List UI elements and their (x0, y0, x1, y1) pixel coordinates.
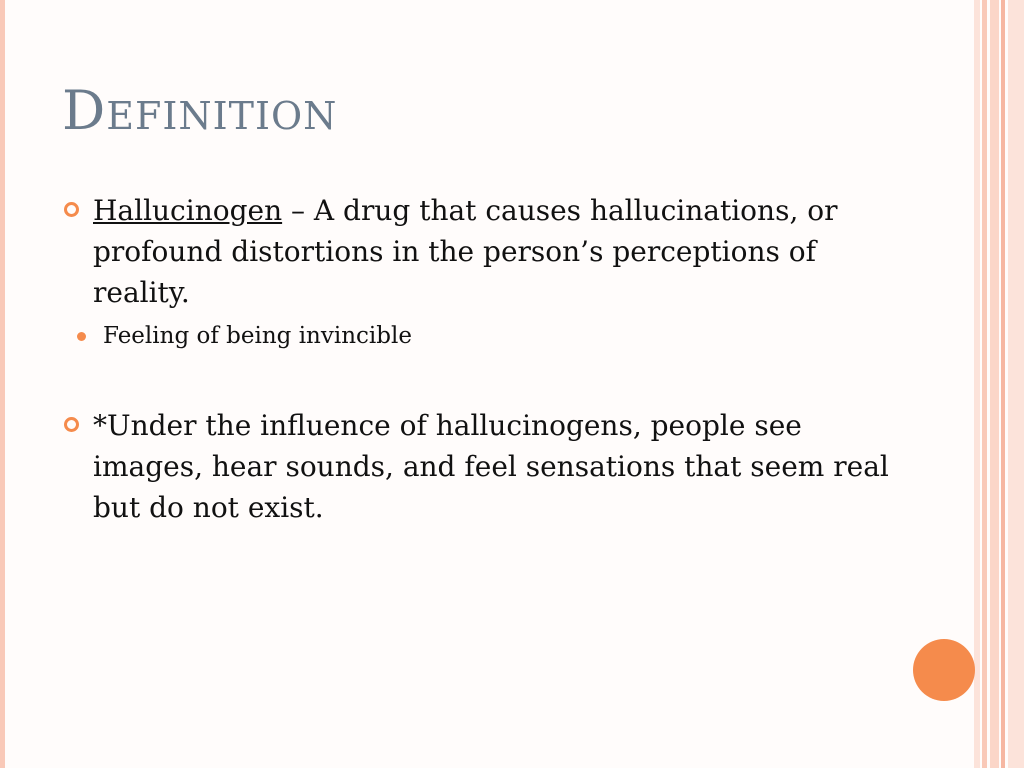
bullet-text: *Under the influence of hallucinogens, people see images, hear sounds, and feel sensations that seem real but do not exist. (93, 409, 889, 524)
orange-circle-decoration (913, 639, 975, 701)
bullet-item (62, 190, 892, 313)
sub-bullet-item (62, 319, 892, 353)
slide-title: Definition (62, 79, 338, 142)
bullet-term: Hallucinogen (93, 194, 283, 227)
bullet-item (62, 405, 892, 528)
left-border-decoration (0, 0, 5, 768)
slide-body (62, 190, 892, 528)
right-stripes-decoration (974, 0, 1024, 768)
dot-bullet-icon (77, 332, 86, 341)
circle-bullet-icon (64, 417, 79, 432)
circle-bullet-icon (64, 202, 79, 217)
sub-bullet-text: Feeling of being invincible (103, 323, 412, 349)
bullet-text: – A drug that causes hallucinations, or profound distortions in the person’s perceptions of reality. (93, 194, 838, 309)
